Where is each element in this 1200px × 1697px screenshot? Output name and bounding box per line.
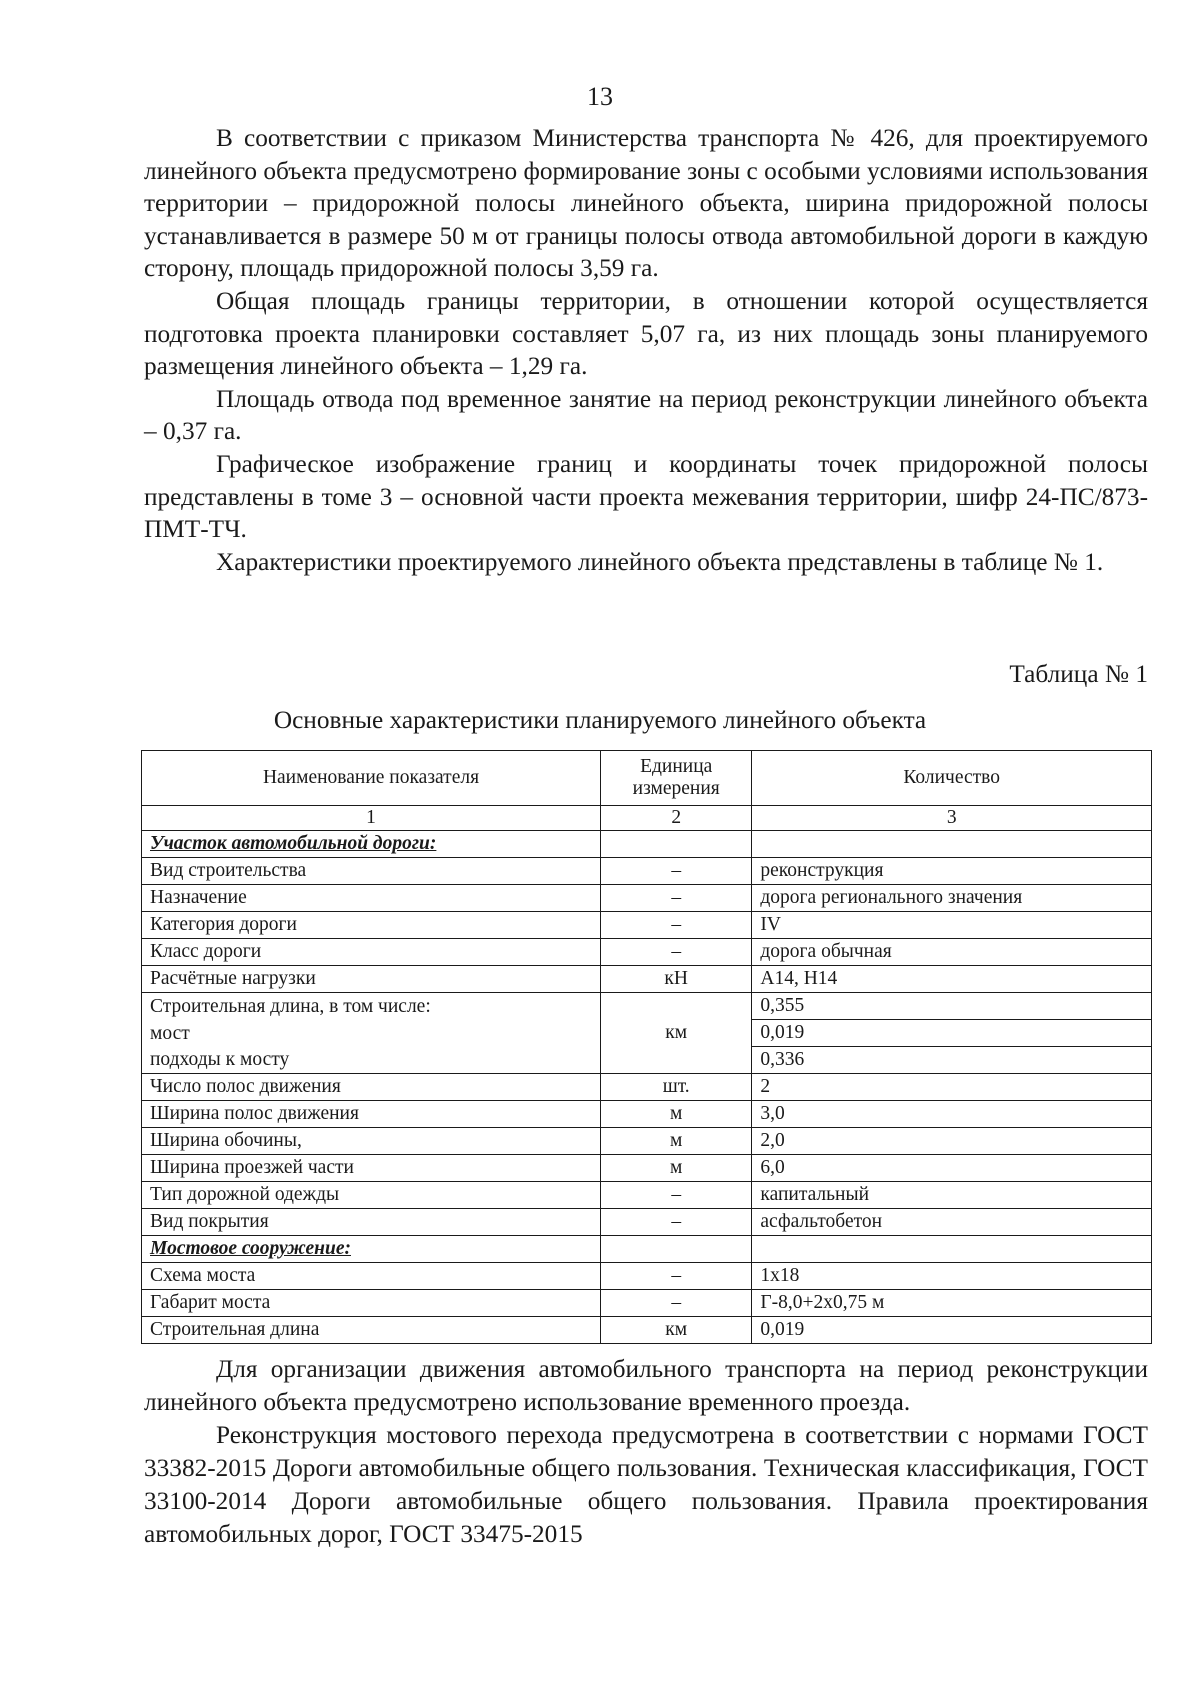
row-unit: – [601,1209,752,1236]
table-title: Основные характеристики планируемого линейного объекта [273,706,927,734]
table-row [142,1074,1152,1101]
row-unit: кН [601,966,752,993]
row-value: 3,0 [752,1101,1152,1128]
column-number: 3 [752,806,1152,831]
empty-cell [601,831,752,858]
row-name: подходы к мосту [150,1049,290,1070]
paragraph: Графическое изображение границ и координаты точек придорожной полосы представлены в томе 3 – основной части проекта межевания территории, шифр 24-ПС/873-ПМТ-ТЧ. [144,449,1148,544]
row-value: 6,0 [752,1155,1152,1182]
row-unit: – [601,858,752,885]
row-name: Расчётные нагрузки [142,966,601,993]
body-text-bottom [144,1353,1148,1551]
table-header-row [142,751,1152,806]
section-row [142,831,1152,858]
row-value: реконструкция [752,858,1152,885]
table-row [142,1155,1152,1182]
row-value: 0,336 [752,1047,1152,1074]
section-title-bridge: Мостовое сооружение: [142,1236,601,1263]
table-row [142,1182,1152,1209]
row-value: IV [752,912,1152,939]
body-text-top [144,122,1148,578]
row-unit: – [601,1182,752,1209]
table-row [142,885,1152,912]
row-unit: км [601,1317,752,1344]
row-unit: – [601,1263,752,1290]
section-title-road: Участок автомобильной дороги: [142,831,601,858]
row-name: Строительная длина [142,1317,601,1344]
row-name: Вид строительства [142,858,601,885]
row-unit: – [601,1290,752,1317]
header-cell: Единица измерения [601,751,752,806]
row-value: асфальтобетон [752,1209,1152,1236]
row-name: Число полос движения [142,1074,601,1101]
row-value: А14, Н14 [752,966,1152,993]
column-number: 1 [142,806,601,831]
row-unit: – [601,885,752,912]
row-name: Класс дороги [142,939,601,966]
row-value: дорога обычная [752,939,1152,966]
column-number-row [142,806,1152,831]
table-row [142,1101,1152,1128]
empty-cell [752,831,1152,858]
column-number: 2 [601,806,752,831]
row-name: Тип дорожной одежды [142,1182,601,1209]
row-name: Габарит моста [142,1290,601,1317]
row-value: 2,0 [752,1128,1152,1155]
paragraph: Реконструкция мостового перехода предусмотрена в соответствии с нормами ГОСТ 33382-2015 Дороги автомобильные общего пользования. Техническая классификация, ГОСТ 33100-2014 Дороги автомобильные общего пользования. Правила проектирования автомобильных дорог, ГОСТ 33475-2015 [144,1421,1148,1548]
empty-cell [601,1236,752,1263]
table-row [142,858,1152,885]
row-unit: – [601,939,752,966]
row-value: капитальный [752,1182,1152,1209]
row-name: Строительная длина, в том числе: [150,996,431,1017]
characteristics-table [141,750,1152,1344]
row-unit: шт. [601,1074,752,1101]
row-value: Г-8,0+2х0,75 м [752,1290,1152,1317]
table-row [142,1317,1152,1344]
row-value: 0,355 [752,993,1152,1020]
row-name: Ширина проезжей части [142,1155,601,1182]
row-name: Назначение [142,885,601,912]
paragraph: Общая площадь границы территории, в отношении которой осуществляется подготовка проекта планировки составляет 5,07 га, из них площадь зоны планируемого размещения линейного объекта – 1,29 га. [144,286,1148,381]
table-row [142,966,1152,993]
table-row [142,1263,1152,1290]
header-cell: Количество [752,751,1152,806]
paragraph: Характеристики проектируемого линейного объекта представлены в таблице № 1. [216,547,1104,576]
table-row [142,939,1152,966]
paragraph: В соответствии с приказом Министерства транспорта № 426, для проектируемого линейного объекта предусмотрено формирование зоны с особыми условиями использования территории – придорожной полосы линейного объекта, ширина придорожной полосы устанавливается в размере 50 м от границы полосы отвода автомобильной дороги в каждую сторону, площадь придорожной полосы 3,59 га. [144,124,1148,283]
row-name: Ширина обочины, [142,1128,601,1155]
table-row [142,1290,1152,1317]
table-row [142,1209,1152,1236]
table-label: Таблица № 1 [1009,660,1148,688]
length-names-cell [142,993,601,1074]
empty-cell [752,1236,1152,1263]
header-cell: Наименование показателя [142,751,601,806]
paragraph: Для организации движения автомобильного транспорта на период реконструкции линейного объекта предусмотрено использование временного проезда. [144,1355,1148,1416]
row-value: 2 [752,1074,1152,1101]
row-unit: км [601,993,752,1074]
row-name: мост [150,1022,190,1044]
row-name: Ширина полос движения [142,1101,601,1128]
section-row [142,1236,1152,1263]
row-value: дорога регионального значения [752,885,1152,912]
row-unit: м [601,1101,752,1128]
row-name: Схема моста [142,1263,601,1290]
paragraph: Площадь отвода под временное занятие на период реконструкции линейного объекта – 0,37 га. [144,384,1148,446]
row-unit: м [601,1155,752,1182]
table-row-length-total [142,993,1152,1020]
table-row [142,1128,1152,1155]
row-name: Вид покрытия [142,1209,601,1236]
table-row [142,912,1152,939]
row-name: Категория дороги [142,912,601,939]
row-value: 0,019 [752,1317,1152,1344]
row-value: 0,019 [752,1020,1152,1047]
row-value: 1х18 [752,1263,1152,1290]
page-number: 13 [587,82,613,111]
row-unit: м [601,1128,752,1155]
row-unit: – [601,912,752,939]
